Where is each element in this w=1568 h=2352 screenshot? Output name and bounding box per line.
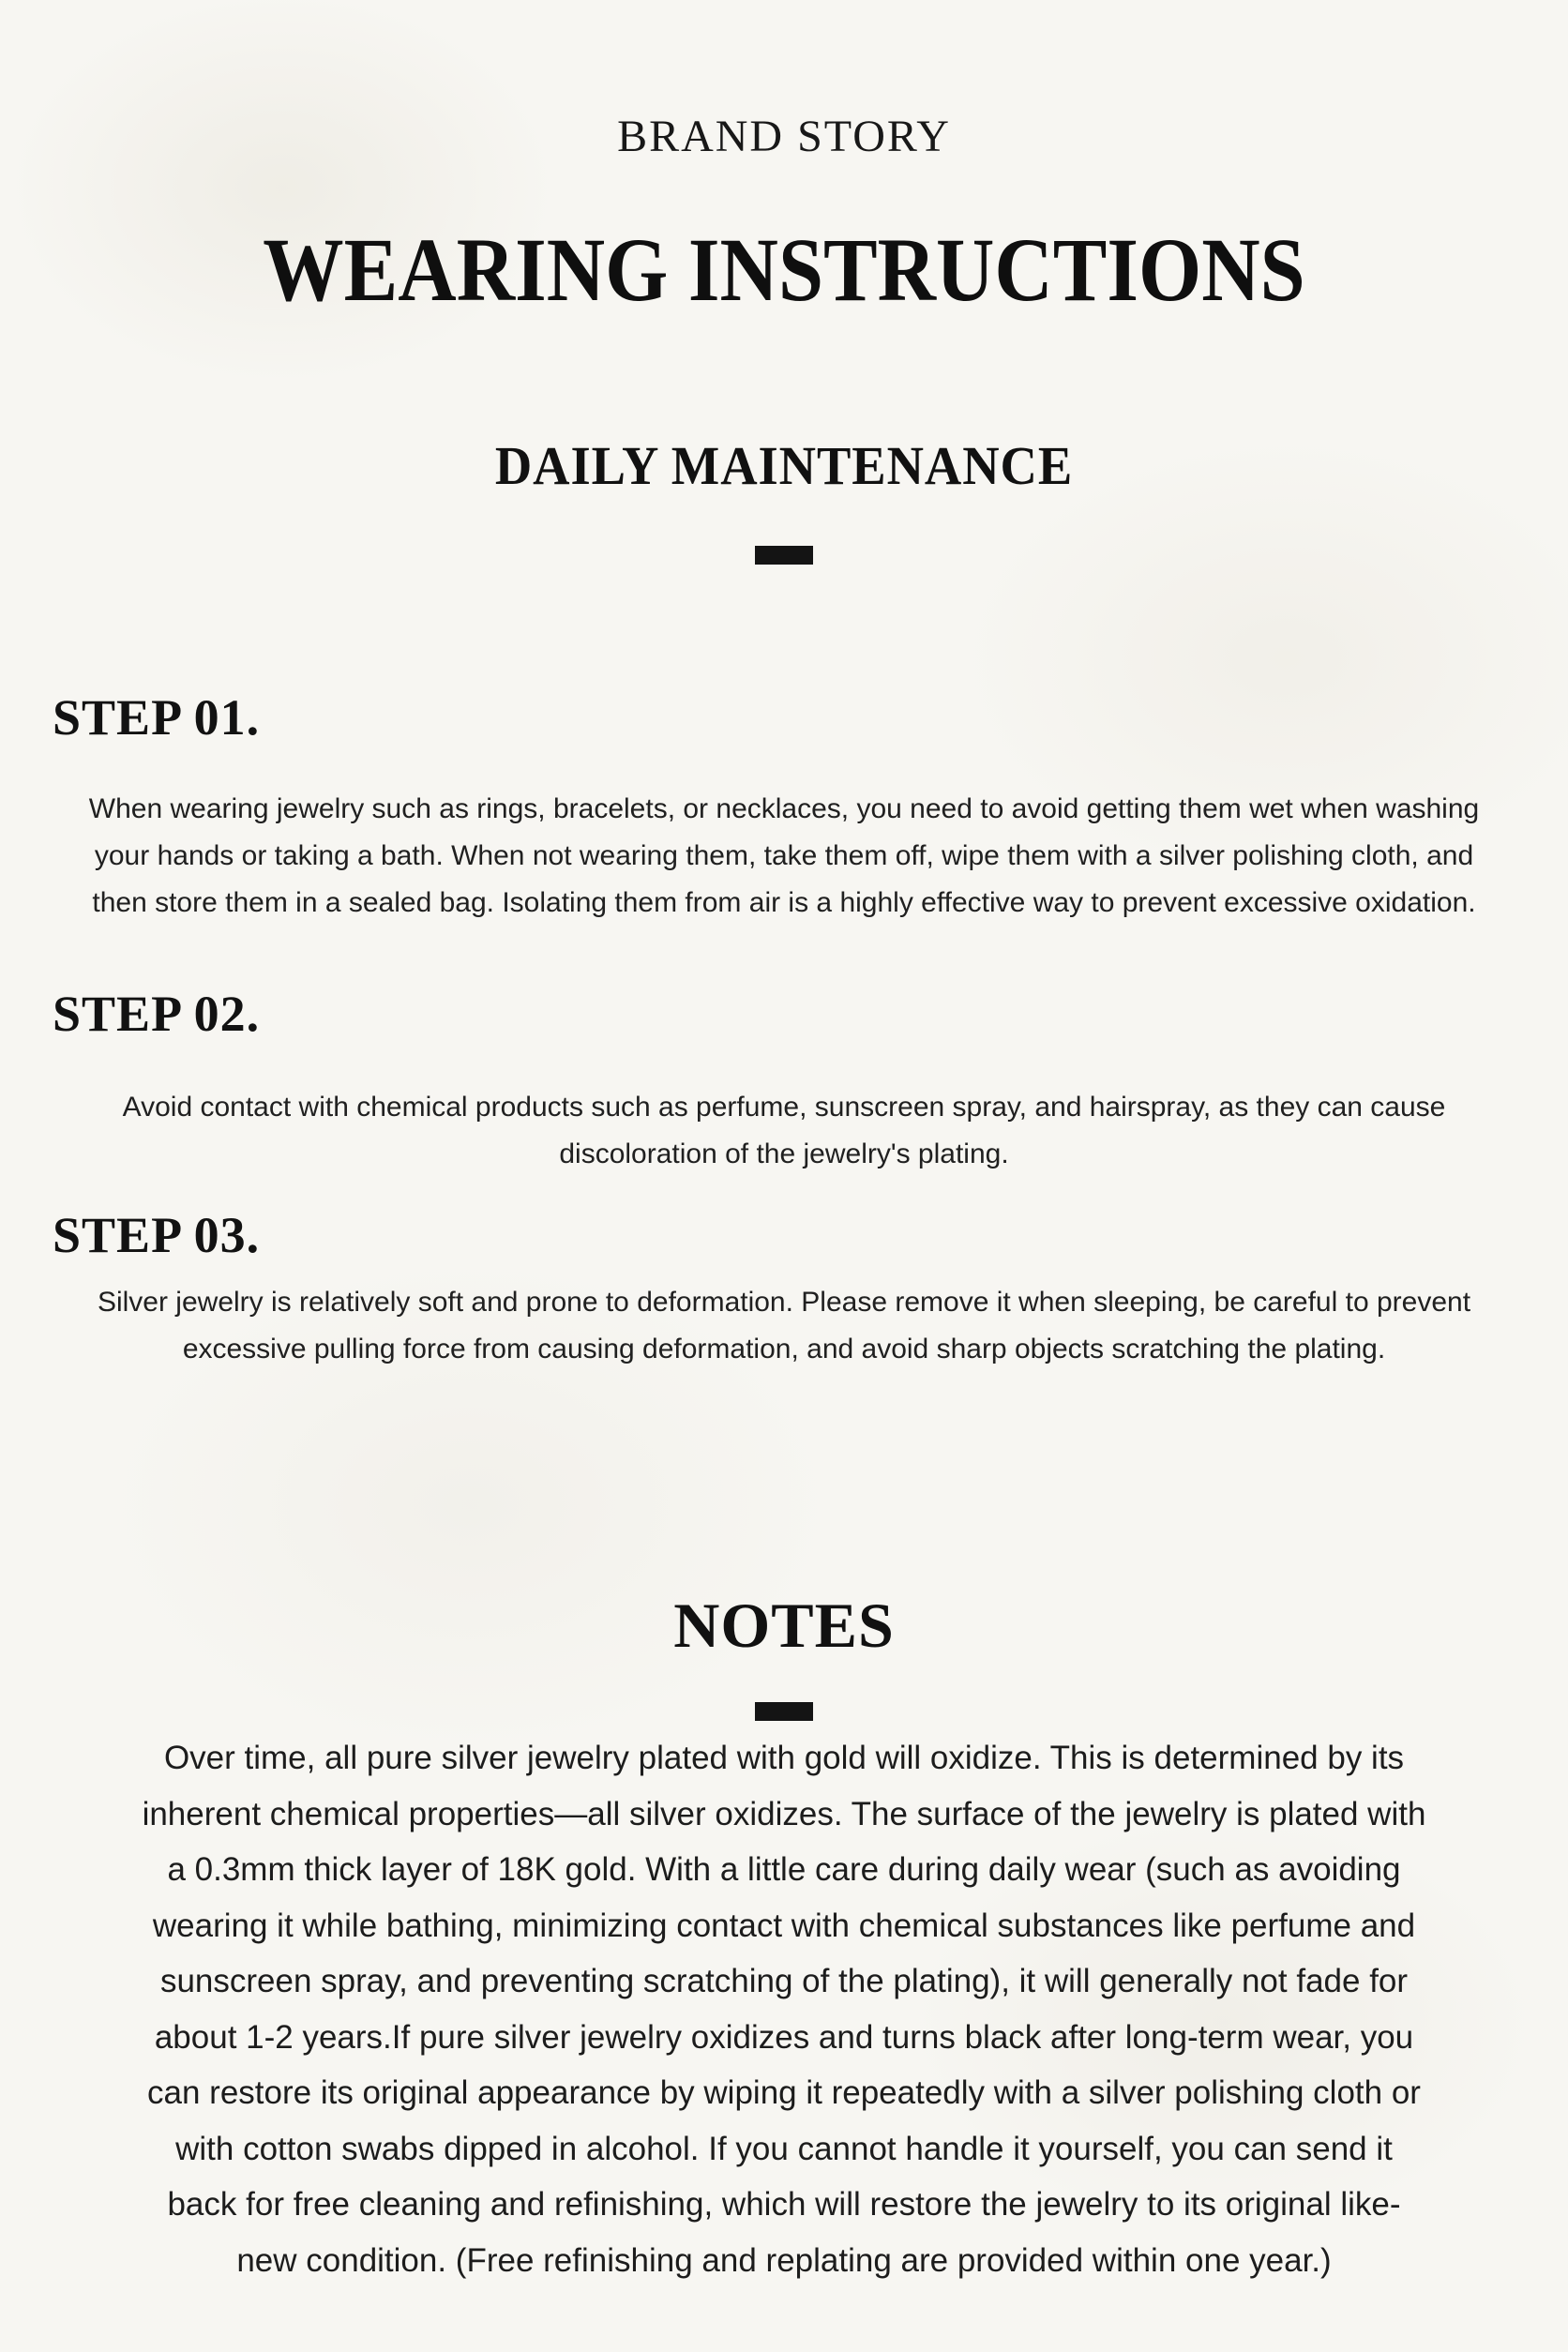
paragraph-line: Silver jewelry is relatively soft and prone to deformation. Please remove it when sleeping, be careful to prevent — [97, 1287, 1471, 1318]
daily-maintenance-heading: DAILY MAINTENANCE — [494, 435, 1074, 496]
paragraph-line: When wearing jewelry such as rings, bracelets, or necklaces, you need to avoid getting them wet when washing — [88, 793, 1480, 824]
paragraph-line: inherent chemical properties—all silver oxidizes. The surface of the jewelry is plated with — [142, 1795, 1426, 1832]
step-2-paragraph — [0, 1084, 1568, 1178]
paragraph-line: your hands or taking a bath. When not wearing them, take them off, wipe them with a silver polishing cloth, and — [94, 840, 1474, 871]
step-1-label: STEP 01. — [53, 689, 261, 746]
paragraph-line: wearing it while bathing, minimizing contact with chemical substances like perfume and — [152, 1907, 1416, 1944]
paragraph-line: Avoid contact with chemical products such as perfume, sunscreen spray, and hairspray, as they can cause — [122, 1092, 1446, 1123]
paragraph-line: can restore its original appearance by wiping it repeatedly with a silver polishing cloth or — [147, 2074, 1421, 2111]
step-3-paragraph — [0, 1279, 1568, 1373]
notes-paragraph — [0, 1730, 1568, 2288]
notes-heading: NOTES — [673, 1590, 895, 1661]
section-divider — [755, 1702, 813, 1721]
paragraph-line: sunscreen spray, and preventing scratching of the plating), it will generally not fade for — [159, 1963, 1409, 1999]
paragraph-line: about 1-2 years.If pure silver jewelry oxidizes and turns black after long-term wear, you — [154, 2018, 1414, 2056]
paragraph-line: back for free cleaning and refinishing, which will restore the jewelry to its original like- — [167, 2186, 1401, 2223]
step-2-label: STEP 02. — [53, 986, 261, 1042]
section-divider — [755, 546, 813, 565]
paragraph-line: new condition. (Free refinishing and replating are provided within one year.) — [236, 2241, 1332, 2279]
paragraph-line: Over time, all pure silver jewelry plated with gold will oxidize. This is determined by its — [163, 1740, 1405, 1776]
paragraph-line: discoloration of the jewelry's plating. — [559, 1138, 1009, 1169]
brand-story-eyebrow: BRAND STORY — [617, 112, 951, 161]
paragraph-line: a 0.3mm thick layer of 18K gold. With a little care during daily wear (such as avoiding — [167, 1851, 1401, 1888]
paragraph-line: then store them in a sealed bag. Isolating them from air is a highly effective way to prevent excessive oxidation. — [92, 887, 1476, 918]
step-1-paragraph — [0, 786, 1568, 927]
paragraph-line: with cotton swabs dipped in alcohol. If you cannot handle it yourself, you can send it — [175, 2130, 1393, 2167]
paragraph-line: excessive pulling force from causing deformation, and avoid sharp objects scratching the plating. — [182, 1334, 1386, 1364]
page-title: WEARING INSTRUCTIONS — [263, 219, 1305, 320]
step-3-label: STEP 03. — [53, 1207, 261, 1263]
